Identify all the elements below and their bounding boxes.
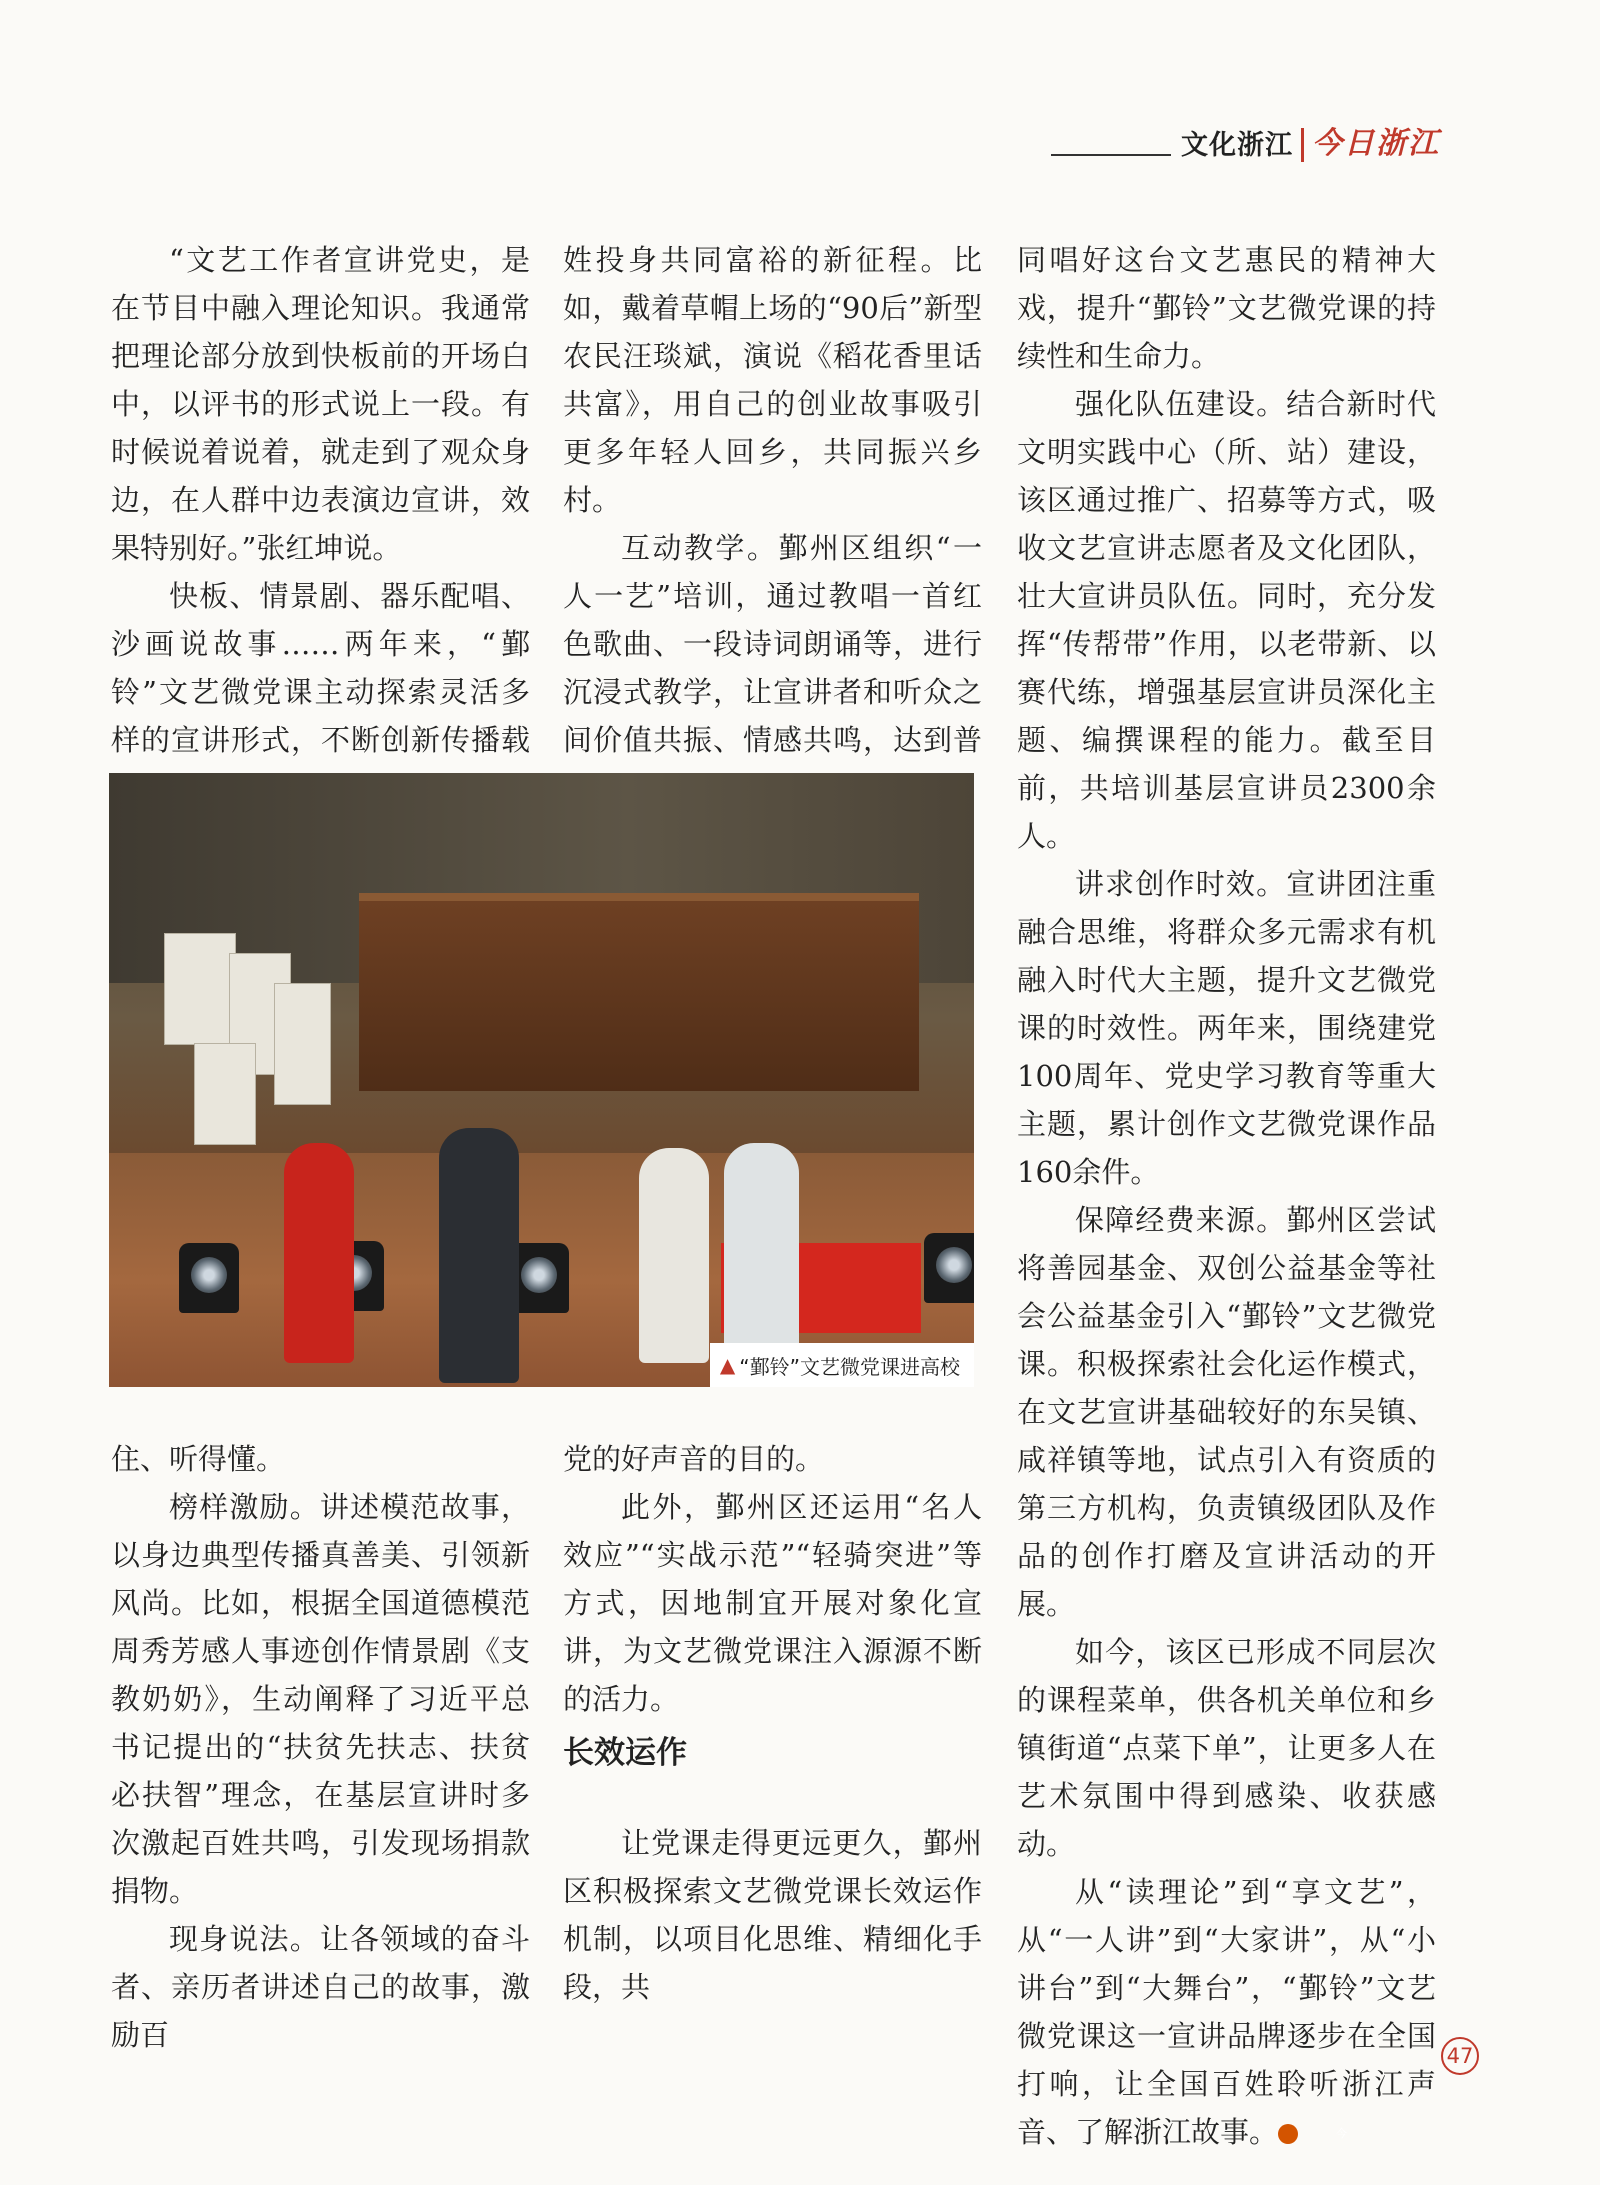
header-rule [1051,154,1171,156]
performer-white-1 [639,1148,709,1363]
column-2-bottom [563,1435,982,1723]
photo-caption [710,1343,974,1387]
column-1-top [111,236,530,812]
paragraph-final [1017,1868,1436,2156]
paragraph: 榜样激励。讲述模范故事，以身边典型传播真善美、引领新风尚。比如，根据全国道德模范周秀芳感人事迹创作情景剧《支教奶奶》，生动阐释了习近平总书记提出的“扶贫先扶志、扶贫必扶智”理念，在基层宣讲时多次激起百姓共鸣，引发现场捐款捐物。 [111,1490,530,1908]
header-section-title: 文化浙江 [1181,130,1293,161]
caption-triangle-icon: ▲ [719,1353,736,1377]
header-divider [1301,128,1304,162]
paragraph: 讲求创作时效。宣讲团注重融合思维，将群众多元需求有机融入时代大主题，提升文艺微党课的时效性。两年来，围绕建党100周年、党史学习教育等重大主题，累计创作文艺微党课作品160余件。 [1017,867,1436,1189]
section-heading: 长效运作 [563,1735,687,1771]
performer-white-2 [724,1143,799,1363]
paragraph: 让党课走得更远更久，鄞州区积极探索文艺微党课长效运作机制，以项目化思维、精细化手段，共 [563,1826,982,2004]
magazine-logo: 今日浙江 [1312,126,1440,161]
paragraph: 同唱好这台文艺惠民的精神大戏，提升“鄞铃”文艺微党课的持续性和生命力。 [1017,243,1436,373]
paragraph: “文艺工作者宣讲党史，是在节目中融入理论知识。我通常把理论部分放到快板前的开场白中，以评书的形式说上一段。有时候说着说着，就走到了观众身边，在人群中边表演边宣讲，效果特别好。”张红坤说。 [111,243,530,565]
stage-light [179,1243,239,1313]
photo-desk [359,893,919,1091]
paragraph-text: 从“读理论”到“享文艺”，从“一人讲”到“大家讲”，从“小讲台”到“大舞台”，“鄞铃”文艺微党课这一宣讲品牌逐步在全国打响，让全国百姓聆听浙江声音、了解浙江故事。 [1017,1875,1436,2149]
stage-photo [109,773,974,1387]
paragraph: 强化队伍建设。结合新时代文明实践中心（所、站）建设，该区通过推广、招募等方式，吸收文艺宣讲志愿者及文化团队，壮大宣讲员队伍。同时，充分发挥“传帮带”作用，以老带新、以赛代练，增强基层宣讲员深化主题、编撰课程的能力。截至目前，共培训基层宣讲员2300余人。 [1017,387,1436,853]
stage-light [924,1233,974,1303]
paragraph: 如今，该区已形成不同层次的课程菜单，供各机关单位和乡镇街道“点菜下单”，让更多人在艺术氛围中得到感染、收获感动。 [1017,1635,1436,1861]
photo-paper-rack [134,893,364,1153]
column-1-bottom [111,1435,530,2059]
performer-grey [439,1128,519,1383]
column-2-top [563,236,982,812]
caption-text: “鄞铃”文艺微党课进高校 [739,1354,960,1379]
paragraph: 快板、情景剧、器乐配唱、沙画说故事……两年来，“鄞铃”文艺微党课主动探索灵活多样的宣讲形式，不断创新传播载 [111,579,530,757]
paragraph: 姓投身共同富裕的新征程。比如，戴着草帽上场的“90后”新型农民汪琰斌，演说《稻花香里话共富》，用自己的创业故事吸引更多年轻人回乡，共同振兴乡村。 [563,243,982,517]
performer-red [284,1143,354,1363]
paragraph: 保障经费来源。鄞州区尝试将善园基金、双创公益基金等社会公益基金引入“鄞铃”文艺微党课。积极探索社会化运作模式，在文艺宣讲基础较好的东吴镇、咸祥镇等地，试点引入有资质的第三方机构，负责镇级团队及作品的创作打磨及宣讲活动的开展。 [1017,1203,1436,1621]
page-number: 47 [1441,2037,1479,2075]
paragraph: 住、听得懂。 [111,1442,286,1476]
page-header [1051,118,1440,162]
paragraph: 此外，鄞州区还运用“名人效应”“实战示范”“轻骑突进”等方式，因地制宜开展对象化宣讲，为文艺微党课注入源源不断的活力。 [563,1490,982,1716]
paragraph: 党的好声音的目的。 [563,1442,825,1476]
column-3 [1017,236,1436,2156]
paragraph: 现身说法。让各领域的奋斗者、亲历者讲述自己的故事，激励百 [111,1922,530,2052]
column-2-after-heading [563,1819,982,2011]
end-mark-icon: 今 [1278,2124,1298,2144]
paragraph: 互动教学。鄞州区组织“一人一艺”培训，通过教唱一首红色歌曲、一段诗词朗诵等，进行沉浸式教学，让宣讲者和听众之间价值共振、情感共鸣，达到普 [563,531,982,757]
